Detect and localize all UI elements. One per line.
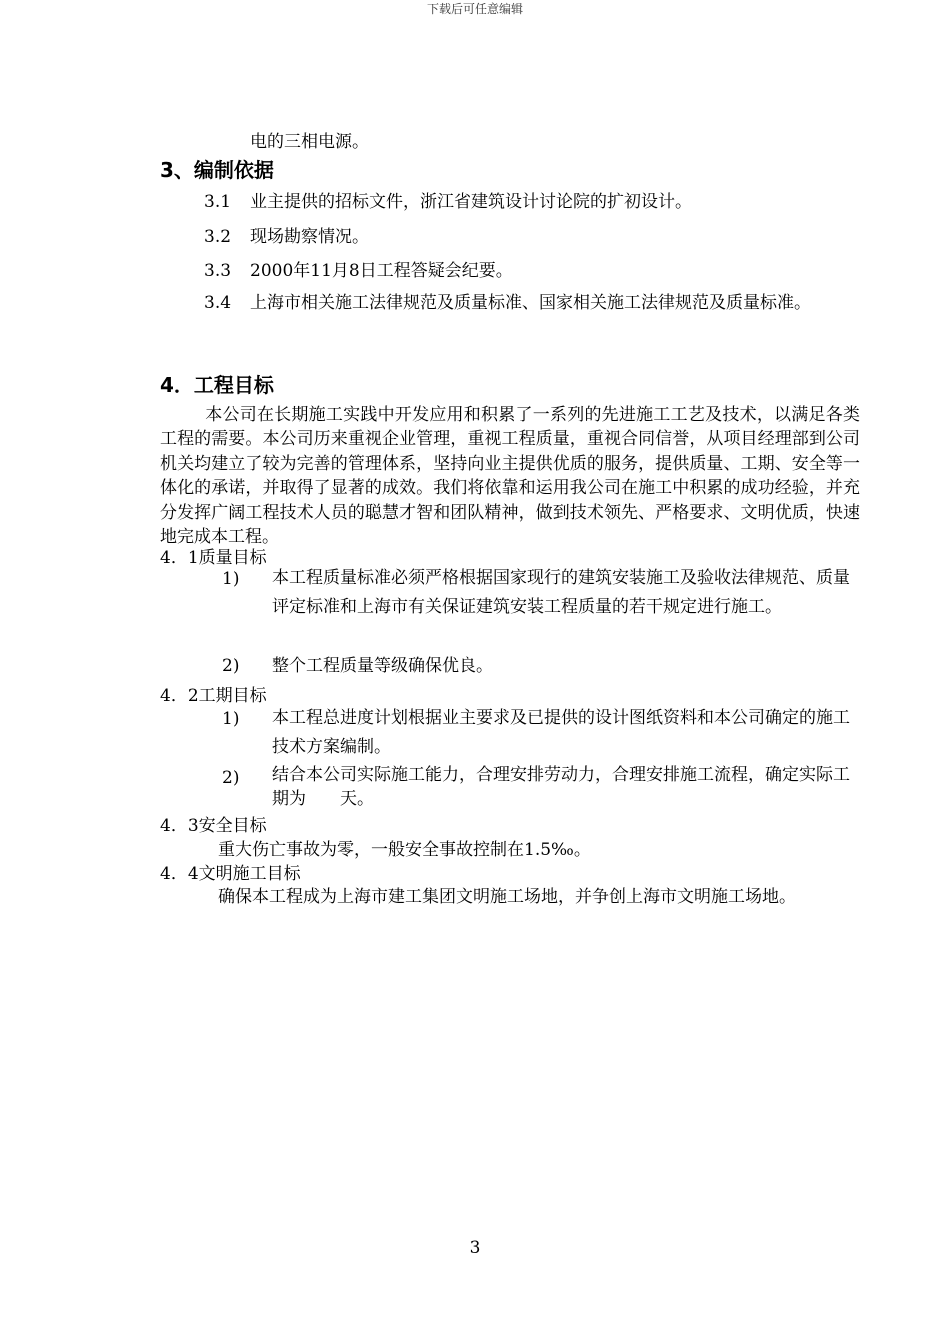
item-3-4-number: 3.4	[204, 293, 232, 313]
quality-item-2-number: 2)	[222, 656, 240, 676]
quality-item-1-number: 1)	[222, 569, 240, 589]
item-3-3-text: 2000年11月8日工程答疑会纪要。	[250, 261, 513, 281]
schedule-goal-title: 4．2工期目标	[160, 686, 267, 706]
item-3-3-number: 3.3	[204, 261, 232, 281]
schedule-item-1-text: 本工程总进度计划根据业主要求及已提供的设计图纸资料和本公司确定的施工技术方案编制。	[272, 708, 850, 757]
quality-goal-title: 4．1质量目标	[160, 548, 267, 568]
schedule-item-2-text: 结合本公司实际施工能力，合理安排劳动力，合理安排施工流程，确定实际工期为 天。	[272, 765, 850, 809]
quality-item-2-text: 整个工程质量等级确保优良。	[272, 656, 493, 676]
quality-item-1-text: 本工程质量标准必须严格根据国家现行的建筑安装施工及验收法律规范、质量评定标准和上海市有关保证建筑安装工程质量的若干规定进行施工。	[272, 568, 850, 617]
item-3-1-text: 业主提供的招标文件，浙江省建筑设计讨论院的扩初设计。	[250, 192, 692, 212]
section-4-heading: 4．工程目标	[160, 373, 274, 397]
schedule-item-2-number: 2)	[222, 768, 240, 788]
civil-goal-title: 4．4文明施工目标	[160, 864, 301, 884]
safety-goal-text: 重大伤亡事故为零，一般安全事故控制在1.5‰。	[218, 840, 591, 860]
continuation-text: 电的三相电源。	[250, 132, 369, 152]
page-header: 下载后可任意编辑	[426, 2, 523, 16]
page-number: 3	[469, 1238, 481, 1258]
section-4-intro	[160, 403, 860, 549]
item-3-1-number: 3.1	[204, 192, 232, 212]
item-3-2-number: 3.2	[204, 227, 232, 247]
item-3-4-text: 上海市相关施工法律规范及质量标准、国家相关施工法律规范及质量标准。	[250, 293, 811, 313]
section-4-intro-text: 本公司在长期施工实践中开发应用和积累了一系列的先进施工工艺及技术，以满足各类工程的需要。本公司历来重视企业管理，重视工程质量，重视合同信誉，从项目经理部到公司机关均建立了较为完善的管理体系，坚持向业主提供优质的服务，提供质量、工期、安全等一体化的承诺，并取得了显著的成效。我们将依靠和运用我公司在施工中积累的成功经验，并充分发挥广阔工程技术人员的聪慧才智和团队精神，做到技术领先、严格要求、文明优质，快速地完成本工程。	[160, 405, 860, 548]
civil-goal-text: 确保本工程成为上海市建工集团文明施工场地，并争创上海市文明施工场地。	[218, 887, 796, 907]
schedule-item-1-number: 1)	[222, 709, 240, 729]
safety-goal-title: 4．3安全目标	[160, 816, 267, 836]
section-3-heading: 3、编制依据	[160, 158, 274, 182]
item-3-2-text: 现场勘察情况。	[250, 227, 369, 247]
